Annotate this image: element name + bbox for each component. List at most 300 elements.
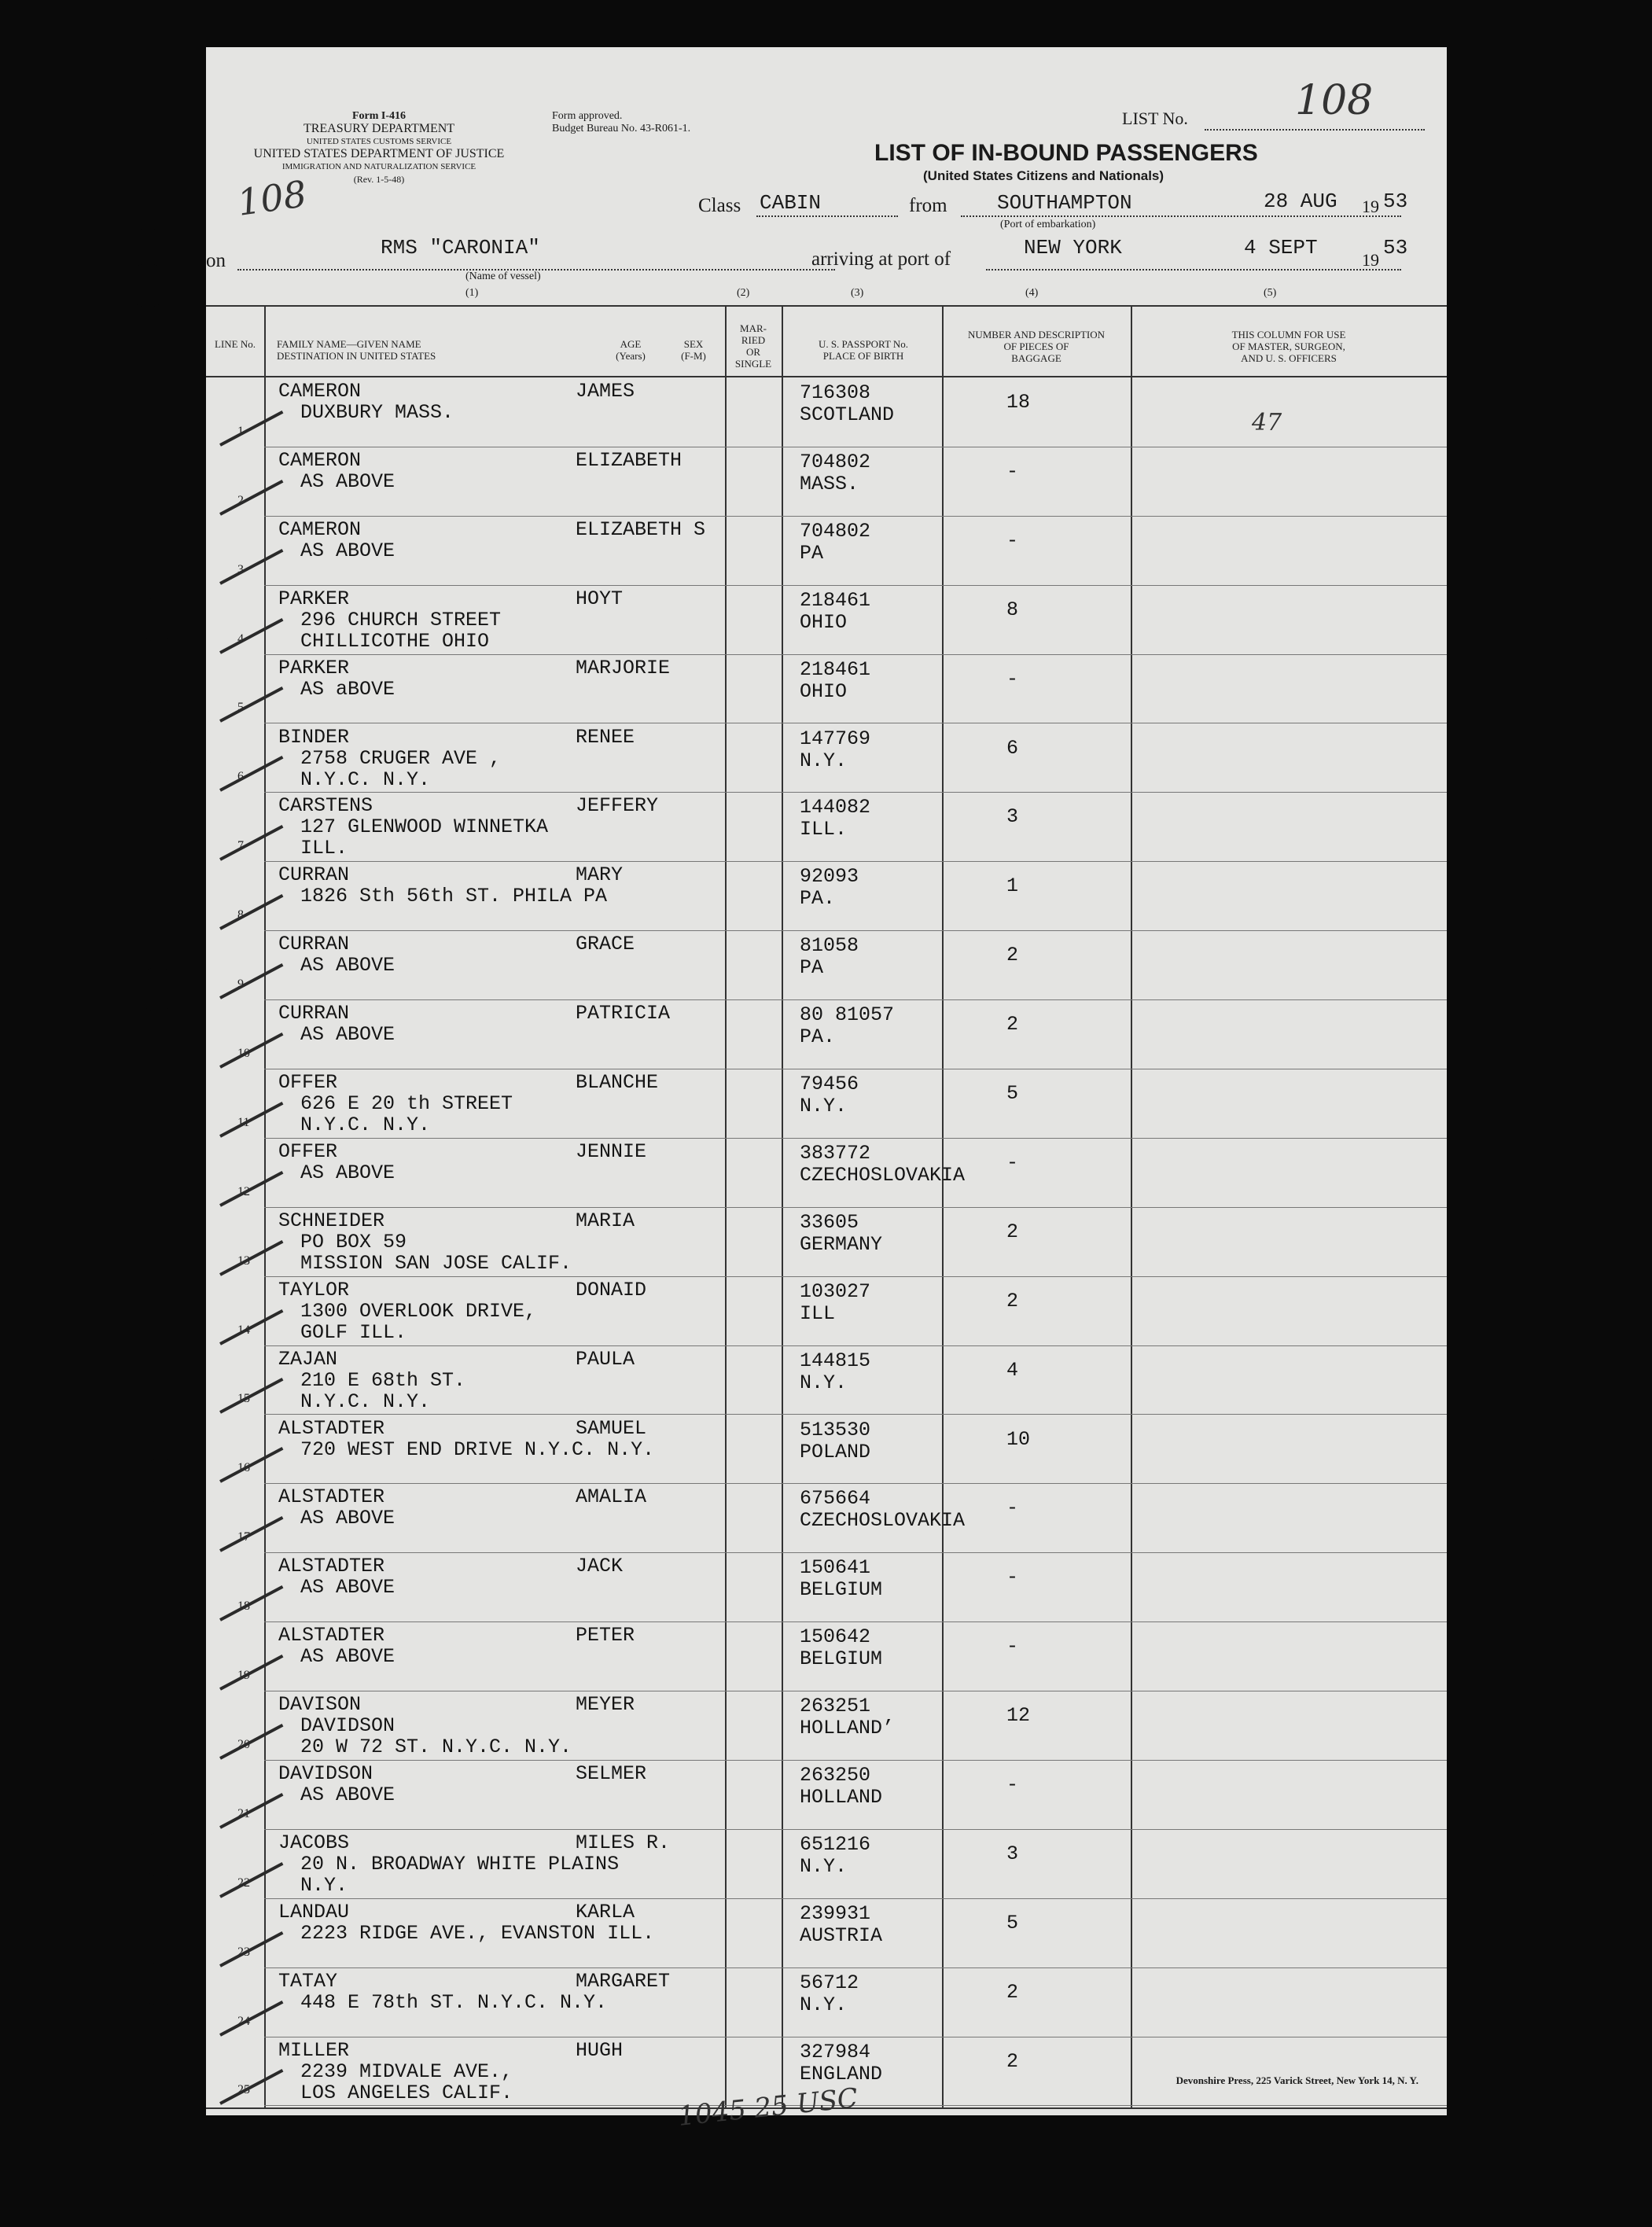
destination-line-2: GOLF ILL.	[300, 1320, 407, 1344]
baggage-count: 2	[1006, 1289, 1019, 1312]
budget-number: Budget Bureau No. 43-R061-1.	[552, 123, 691, 134]
customs-service: UNITED STATES CUSTOMS SERVICE	[306, 137, 452, 146]
baggage-count: -	[1006, 459, 1019, 483]
table-row	[206, 863, 1447, 932]
passenger-table	[206, 305, 1447, 2109]
passport-number: 92093	[800, 865, 859, 889]
given-name: HUGH	[576, 2038, 624, 2062]
line-number: 22	[237, 1875, 250, 1890]
place-of-birth: N.Y.	[800, 1993, 848, 2016]
destination-line-1: 296 CHURCH STREET	[300, 608, 502, 631]
check-mark	[219, 549, 283, 585]
place-of-birth: PA	[800, 541, 824, 565]
check-mark	[219, 1033, 283, 1069]
destination-line-2: MISSION SAN JOSE CALIF.	[300, 1251, 572, 1275]
given-name: RENEE	[576, 725, 635, 749]
col-number-5: (5)	[1264, 287, 1277, 299]
passport-number: 675664	[800, 1487, 871, 1511]
given-name: SAMUEL	[576, 1416, 647, 1440]
depart-year: 53	[1383, 190, 1408, 213]
line-number: 2	[237, 493, 244, 507]
surname: ALSTADTER	[278, 1555, 385, 1578]
baggage-count: 2	[1006, 2049, 1019, 2073]
surname: SCHNEIDER	[278, 1209, 385, 1232]
check-mark	[219, 1171, 283, 1207]
surname: JACOBS	[278, 1831, 350, 1854]
check-mark	[219, 1102, 283, 1138]
line-number: 25	[237, 2083, 250, 2097]
surname: ZAJAN	[278, 1347, 338, 1371]
passport-number: 150642	[800, 1625, 871, 1649]
destination-line-1: DAVIDSON	[300, 1714, 396, 1738]
destination-line-1: AS aBOVE	[300, 677, 396, 701]
given-name: HOYT	[576, 587, 624, 610]
col-number-4: (4)	[1025, 287, 1039, 299]
check-mark	[219, 480, 283, 516]
row-divider	[264, 1345, 1447, 1346]
destination-line-1: AS ABOVE	[300, 1783, 396, 1806]
form-approved: Form approved.	[552, 110, 623, 122]
justice-dept: UNITED STATES DEPARTMENT OF JUSTICE	[253, 147, 505, 160]
baggage-count: -	[1006, 1635, 1019, 1658]
table-row	[206, 1416, 1447, 1485]
binder-hole	[138, 1832, 182, 1876]
row-divider	[264, 1829, 1447, 1830]
given-name: KARLA	[576, 1900, 635, 1923]
given-name: JAMES	[576, 380, 635, 403]
baggage-count: 18	[1006, 391, 1031, 414]
surname: TAYLOR	[278, 1278, 350, 1301]
given-name: SELMER	[576, 1762, 647, 1785]
place-of-birth: OHIO	[800, 679, 848, 703]
row-divider	[264, 1967, 1447, 1968]
check-mark	[219, 894, 283, 930]
destination-line-1: AS ABOVE	[300, 1507, 396, 1530]
destination-line-1: 626 E 20 th STREET	[300, 1092, 513, 1115]
table-row	[206, 932, 1447, 1001]
passport-number: 716308	[800, 381, 871, 404]
check-mark	[219, 1862, 283, 1898]
baggage-count: -	[1006, 667, 1019, 690]
surname: ALSTADTER	[278, 1485, 385, 1509]
passport-number: 150641	[800, 1556, 871, 1580]
binder-hole	[135, 967, 179, 1011]
surname: CAMERON	[278, 380, 362, 403]
table-row	[206, 1900, 1447, 1969]
arrival-port: NEW YORK	[1024, 236, 1122, 260]
given-name: MARJORIE	[576, 656, 671, 679]
table-row	[206, 1969, 1447, 2038]
header-line-no: LINE No.	[215, 338, 256, 350]
place-of-birth: POLAND	[800, 1440, 871, 1463]
destination-line-1: AS ABOVE	[300, 1645, 396, 1669]
line-number: 11	[237, 1115, 250, 1129]
check-mark	[219, 756, 283, 792]
col-number-1: (1)	[465, 287, 479, 299]
check-mark	[219, 1931, 283, 1967]
surname: OFFER	[278, 1139, 338, 1163]
list-no-value: 108	[1295, 77, 1374, 124]
line-number: 15	[237, 1392, 250, 1406]
destination-line-1: 1826 Sth 56th ST. PHILA PA	[300, 885, 608, 908]
table-row	[206, 448, 1447, 517]
line-number: 21	[237, 1806, 250, 1820]
check-mark	[219, 1378, 283, 1414]
passport-number: 103027	[800, 1279, 871, 1303]
surname: DAVIDSON	[278, 1762, 373, 1785]
baggage-count: 3	[1006, 1842, 1019, 1865]
place-of-birth: N.Y.	[800, 749, 848, 772]
from-line	[961, 215, 1401, 217]
list-no-label: LIST No.	[1122, 109, 1188, 128]
line-number: 23	[237, 1945, 250, 1959]
class-line	[756, 215, 898, 217]
check-mark	[219, 410, 283, 447]
binder-hole	[126, 263, 170, 307]
baggage-count: 2	[1006, 1220, 1019, 1243]
place-of-birth: PA.	[800, 887, 836, 911]
place-of-birth: BELGIUM	[800, 1647, 883, 1671]
col-number-3: (3)	[851, 287, 864, 299]
passport-number: 263250	[800, 1764, 871, 1787]
row-divider	[264, 1898, 1447, 1899]
given-name: MILES R.	[576, 1831, 671, 1854]
surname: CURRAN	[278, 1002, 350, 1025]
destination-line-1: 2758 CRUGER AVE ,	[300, 746, 502, 770]
given-name: MEYER	[576, 1693, 635, 1717]
arrival-year-prefix: 19	[1362, 250, 1379, 270]
row-divider	[264, 1621, 1447, 1622]
surname: BINDER	[278, 725, 350, 749]
table-row	[206, 1623, 1447, 1692]
page-subtitle: (United States Citizens and Nationals)	[923, 168, 1164, 183]
arrival-line	[986, 269, 1401, 271]
check-mark	[219, 1240, 283, 1276]
given-name: JEFFERY	[576, 794, 659, 818]
place-of-birth: BELGIUM	[800, 1578, 883, 1602]
baggage-count: 6	[1006, 736, 1019, 760]
given-name: GRACE	[576, 933, 635, 956]
given-name: ELIZABETH	[576, 448, 683, 472]
place-of-birth: ENGLAND	[800, 2062, 883, 2085]
row-divider	[264, 1414, 1447, 1415]
check-mark	[219, 963, 283, 999]
list-no-line	[1205, 129, 1425, 131]
baggage-count: 4	[1006, 1358, 1019, 1382]
row-divider	[264, 792, 1447, 793]
manifest-sheet	[206, 47, 1447, 2133]
corner-handwritten-number: 108	[234, 172, 310, 224]
check-mark	[219, 618, 283, 654]
place-of-birth: N.Y.	[800, 1854, 848, 1878]
destination-line-2: CHILLICOTHE OHIO	[300, 629, 490, 653]
baggage-count: -	[1006, 1496, 1019, 1520]
place-of-birth: MASS.	[800, 472, 859, 495]
ins-service: IMMIGRATION AND NATURALIZATION SERVICE	[281, 162, 476, 171]
baggage-count: -	[1006, 1150, 1019, 1174]
passport-number: 704802	[800, 450, 871, 473]
treasury-dept: TREASURY DEPARTMENT	[303, 122, 455, 135]
line-number: 19	[237, 1669, 250, 1683]
table-row	[206, 1278, 1447, 1347]
check-mark	[219, 687, 283, 723]
surname: CAMERON	[278, 448, 362, 472]
given-name: BLANCHE	[576, 1071, 659, 1094]
check-mark	[219, 2069, 283, 2105]
place-of-birth: N.Y.	[800, 1095, 848, 1117]
check-mark	[219, 1793, 283, 1829]
destination-line-1: AS ABOVE	[300, 1023, 396, 1047]
row-divider	[264, 930, 1447, 931]
table-row	[206, 725, 1447, 794]
baggage-count: 12	[1006, 1704, 1031, 1728]
table-row	[206, 517, 1447, 587]
binder-hole	[135, 720, 179, 764]
header-rule	[206, 376, 1447, 377]
table-row	[206, 1692, 1447, 1761]
line-number: 3	[237, 562, 244, 576]
table-row	[206, 1070, 1447, 1139]
place-of-birth: CZECHOSLOVAKIA	[800, 1509, 966, 1533]
check-mark	[219, 1309, 283, 1345]
baggage-count: 1	[1006, 874, 1019, 898]
place-of-birth: HOLLAND’	[800, 1717, 895, 1740]
line-number: 6	[237, 770, 244, 784]
row-divider	[264, 1138, 1447, 1139]
destination-line-1: 2223 RIDGE AVE., EVANSTON ILL.	[300, 1921, 655, 1945]
passport-number: 218461	[800, 588, 871, 612]
destination-line-1: AS ABOVE	[300, 469, 396, 493]
surname: CAMERON	[278, 517, 362, 541]
arrival-year: 53	[1383, 236, 1408, 260]
printer-credit: Devonshire Press, 225 Varick Street, New York 14, N. Y.	[1176, 2074, 1418, 2086]
destination-line-1: DUXBURY MASS.	[300, 401, 454, 424]
table-row	[206, 1554, 1447, 1623]
binder-hole	[135, 598, 179, 642]
row-divider	[264, 1483, 1447, 1484]
given-name: PAULA	[576, 1347, 635, 1371]
header-name: FAMILY NAME—GIVEN NAME DESTINATION IN UNITED STATES	[277, 338, 436, 362]
destination-line-1: 20 N. BROADWAY WHITE PLAINS	[300, 1852, 620, 1875]
table-row	[206, 793, 1447, 863]
destination-line-2: N.Y.	[300, 1873, 348, 1897]
check-mark	[219, 825, 283, 861]
passport-number: 327984	[800, 2040, 871, 2063]
from-value: SOUTHAMPTON	[997, 191, 1132, 215]
given-name: DONAID	[576, 1278, 647, 1301]
vessel-name: RMS "CARONIA"	[381, 236, 540, 260]
destination-line-1: AS ABOVE	[300, 1161, 396, 1184]
destination-line-2: 20 W 72 ST. N.Y.C. N.Y.	[300, 1736, 572, 1759]
line-number: 16	[237, 1461, 250, 1475]
form-revision: (Rev. 1-5-48)	[353, 174, 405, 185]
destination-line-1: AS ABOVE	[300, 1576, 396, 1599]
table-row	[206, 1761, 1447, 1831]
form-number: Form I-416	[351, 110, 407, 122]
row-divider	[264, 861, 1447, 862]
surname: ALSTADTER	[278, 1416, 385, 1440]
surname: PARKER	[278, 656, 350, 679]
place-of-birth: AUSTRIA	[800, 1923, 883, 1947]
header-sex: SEX (F-M)	[681, 338, 706, 362]
line-number: 10	[237, 1046, 250, 1060]
destination-line-1: 2239 MIDVALE AVE.,	[300, 2060, 513, 2083]
table-row	[206, 587, 1447, 656]
baggage-count: -	[1006, 1773, 1019, 1796]
place-of-birth: CZECHOSLOVAKIA	[800, 1163, 966, 1187]
passport-number: 239931	[800, 1901, 871, 1925]
surname: OFFER	[278, 1071, 338, 1094]
passport-number: 263251	[800, 1695, 871, 1718]
row-divider	[264, 585, 1447, 586]
check-mark	[219, 2001, 283, 2037]
given-name: MARY	[576, 863, 624, 887]
surname: CURRAN	[278, 863, 350, 887]
port-caption: (Port of embarkation)	[1000, 219, 1096, 230]
destination-line-1: 127 GLENWOOD WINNETKA	[300, 815, 549, 839]
passport-number: 218461	[800, 657, 871, 681]
surname: CARSTENS	[278, 794, 373, 818]
destination-line-2: N.Y.C. N.Y.	[300, 1114, 431, 1136]
place-of-birth: PA	[800, 956, 824, 980]
baggage-count: -	[1006, 1566, 1019, 1589]
passport-number: 144082	[800, 796, 871, 819]
table-row	[206, 656, 1447, 725]
destination-line-2: N.Y.C. N.Y.	[300, 767, 431, 791]
given-name: JACK	[576, 1555, 624, 1578]
row-divider	[264, 516, 1447, 517]
page-title: LIST OF IN-BOUND PASSENGERS	[874, 140, 1258, 166]
place-of-birth: N.Y.	[800, 1371, 848, 1394]
destination-line-1: 210 E 68th ST.	[300, 1368, 466, 1392]
destination-line-1: 720 WEST END DRIVE N.Y.C. N.Y.	[300, 1437, 655, 1461]
surname: DAVISON	[278, 1693, 362, 1717]
vessel-caption: (Name of vessel)	[465, 271, 541, 282]
from-label: from	[909, 195, 947, 216]
header-passport: U. S. PASSPORT No. PLACE OF BIRTH	[818, 338, 909, 362]
line-number: 13	[237, 1253, 250, 1268]
line-number: 7	[237, 839, 244, 853]
baggage-count: 3	[1006, 805, 1019, 829]
baggage-count: 2	[1006, 944, 1019, 967]
check-mark	[219, 1655, 283, 1691]
line-number: 18	[237, 1599, 250, 1614]
check-mark	[219, 1724, 283, 1760]
destination-line-1: 1300 OVERLOOK DRIVE,	[300, 1299, 537, 1323]
given-name: PETER	[576, 1624, 635, 1647]
baggage-count: 2	[1006, 1013, 1019, 1036]
table-row	[206, 1209, 1447, 1278]
arrival-date: 4 SEPT	[1244, 236, 1318, 260]
line-number: 17	[237, 1530, 250, 1544]
destination-line-1: 448 E 78th ST. N.Y.C. N.Y.	[300, 1990, 608, 2014]
line-number: 12	[237, 1184, 250, 1198]
surname: TATAY	[278, 1969, 338, 1993]
header-age: AGE (Years)	[616, 338, 646, 362]
table-row	[206, 379, 1447, 448]
binder-hole	[138, 1459, 182, 1503]
given-name: JENNIE	[576, 1139, 647, 1163]
class-label: Class	[698, 195, 741, 216]
passport-number: 704802	[800, 519, 871, 543]
depart-date: 28 AUG	[1264, 190, 1337, 213]
surname: LANDAU	[278, 1900, 350, 1923]
line-number: 5	[237, 701, 244, 715]
surname: PARKER	[278, 587, 350, 610]
check-mark	[219, 1447, 283, 1483]
header-officers: THIS COLUMN FOR USE OF MASTER, SURGEON, AND U. S. OFFICERS	[1231, 329, 1346, 364]
baggage-count: 5	[1006, 1082, 1019, 1105]
destination-line-1: AS ABOVE	[300, 954, 396, 977]
binder-hole	[138, 1962, 182, 2006]
row-divider	[264, 999, 1447, 1000]
row-divider	[264, 1207, 1447, 1208]
line-number: 20	[237, 1737, 250, 1751]
row-divider	[264, 654, 1447, 655]
officer-note: 47	[1252, 409, 1282, 436]
baggage-count: 10	[1006, 1427, 1031, 1451]
destination-line-1: AS ABOVE	[300, 539, 396, 562]
surname: CURRAN	[278, 933, 350, 956]
given-name: ELIZABETH S	[576, 517, 706, 541]
place-of-birth: ILL	[800, 1301, 836, 1325]
form-header	[206, 110, 552, 186]
place-of-birth: PA.	[800, 1025, 836, 1049]
baggage-count: -	[1006, 528, 1019, 552]
given-name: MARGARET	[576, 1969, 671, 1993]
given-name: PATRICIA	[576, 1002, 671, 1025]
place-of-birth: HOLLAND	[800, 1786, 883, 1809]
baggage-count: 8	[1006, 598, 1019, 621]
table-row	[206, 1347, 1447, 1416]
line-number: 14	[237, 1323, 250, 1337]
line-number: 4	[237, 631, 244, 646]
passport-number: 144815	[800, 1349, 871, 1372]
table-row	[206, 1485, 1447, 1554]
on-label: on	[206, 250, 226, 271]
row-divider	[264, 1276, 1447, 1277]
destination-line-2: N.Y.C. N.Y.	[300, 1390, 431, 1413]
header-married: MAR- RIED OR SINGLE	[734, 322, 772, 370]
passport-number: 79456	[800, 1073, 859, 1095]
row-divider	[264, 1760, 1447, 1761]
passport-number: 81058	[800, 934, 859, 958]
header-baggage: NUMBER AND DESCRIPTION OF PIECES OF BAGGAGE	[967, 329, 1106, 364]
destination-line-2: LOS ANGELES CALIF.	[300, 2081, 513, 2104]
class-value: CABIN	[760, 191, 822, 215]
place-of-birth: ILL.	[800, 818, 848, 841]
passport-number: 147769	[800, 727, 871, 750]
row-divider	[264, 1552, 1447, 1553]
given-name: AMALIA	[576, 1485, 647, 1509]
arriving-label: arriving at port of	[811, 248, 951, 270]
line-number: 9	[237, 977, 244, 992]
table-row	[206, 1831, 1447, 1900]
depart-year-prefix: 19	[1362, 197, 1379, 216]
destination-line-1: PO BOX 59	[300, 1230, 407, 1253]
line-number: 8	[237, 908, 244, 922]
check-mark	[219, 1516, 283, 1552]
surname: ALSTADTER	[278, 1624, 385, 1647]
passport-number: 33605	[800, 1210, 859, 1234]
place-of-birth: OHIO	[800, 610, 848, 634]
check-mark	[219, 1585, 283, 1621]
place-of-birth: GERMANY	[800, 1232, 883, 1256]
given-name: MARIA	[576, 1209, 635, 1232]
passport-number: 56712	[800, 1971, 859, 1994]
surname: MILLER	[278, 2038, 350, 2062]
line-number: 1	[237, 424, 244, 438]
